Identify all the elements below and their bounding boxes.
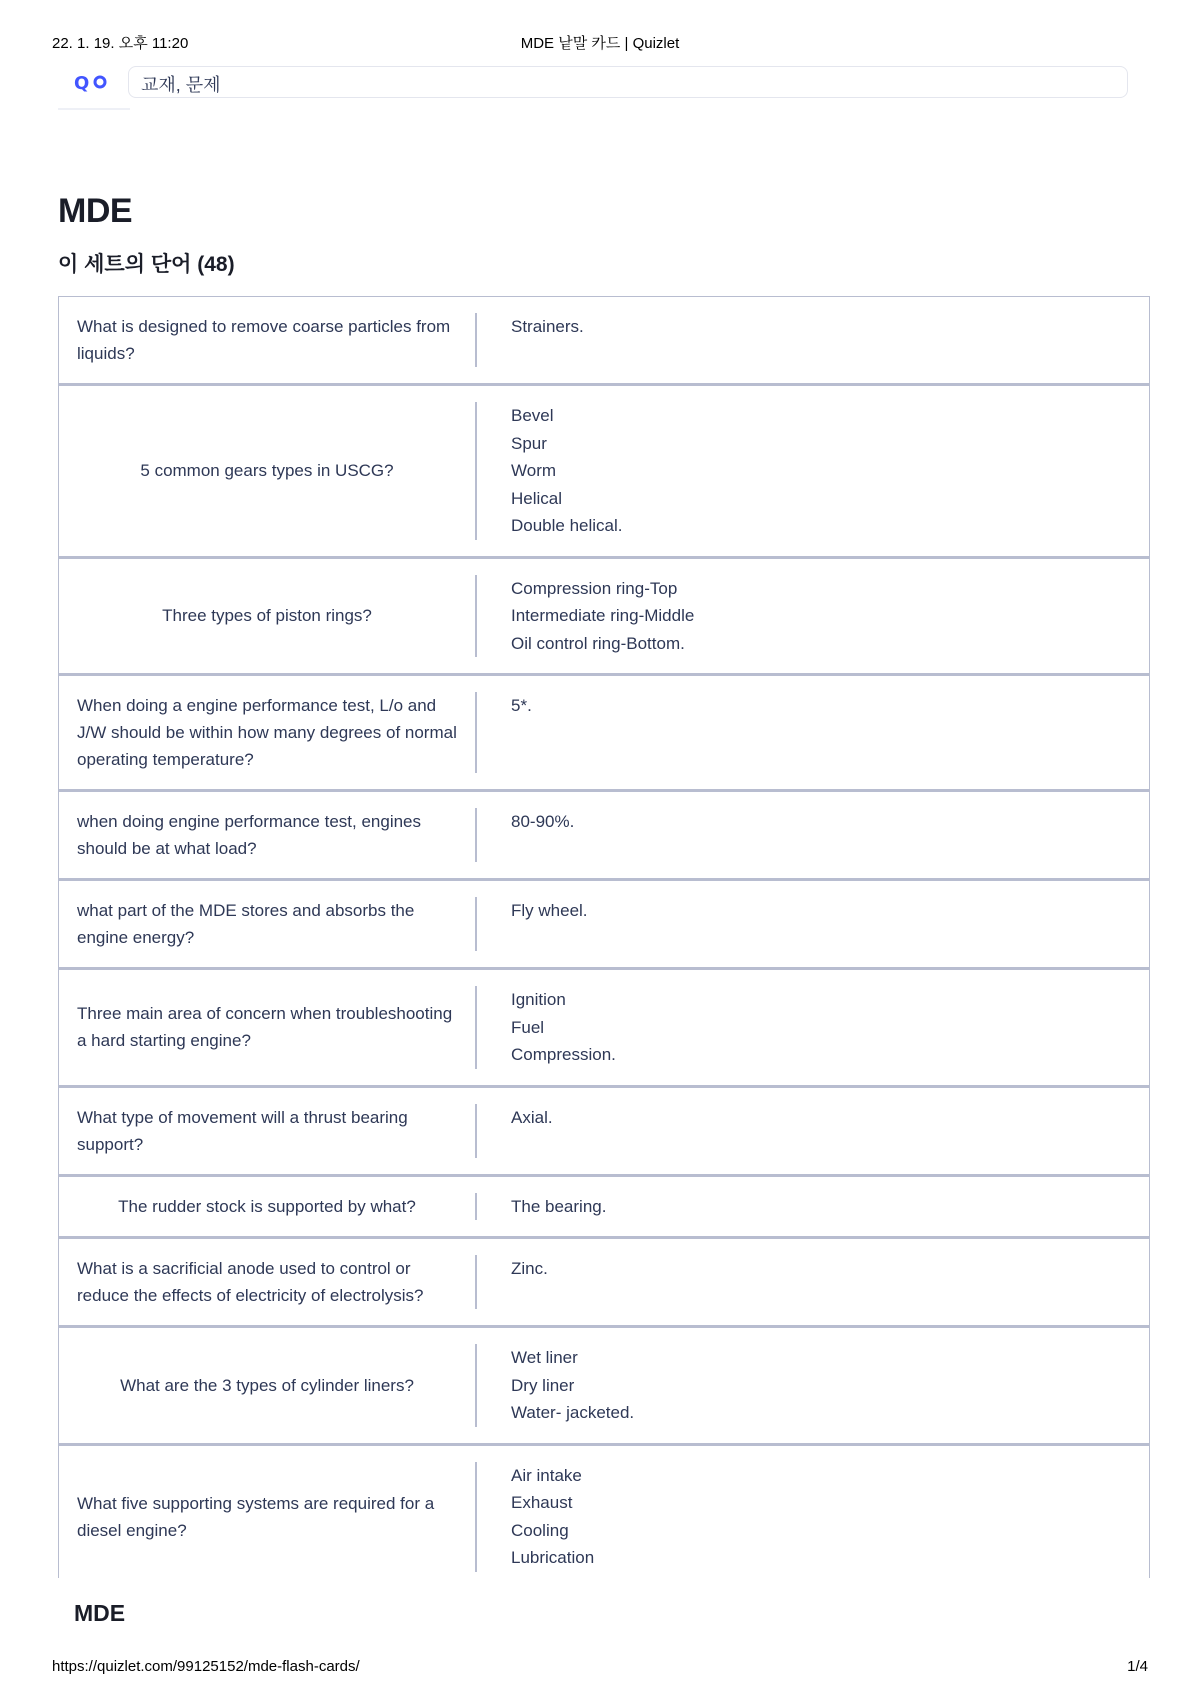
- flashcard: [58, 1444, 1150, 1579]
- top-nav: [58, 66, 1130, 102]
- flashcard-definition: Zinc.: [511, 1259, 548, 1278]
- print-date: 22. 1. 19. 오후 11:20: [52, 35, 189, 52]
- search-input[interactable]: [128, 66, 1128, 98]
- flashcard-definition: Ignition Fuel Compression.: [511, 990, 616, 1064]
- flashcard-term: What five supporting systems are required for a diesel engine?: [59, 1462, 477, 1572]
- print-page-title: MDE 낱말 카드 | Quizlet: [520, 35, 680, 52]
- flashcard: [58, 968, 1150, 1086]
- flashcard-definition: Strainers.: [511, 317, 584, 336]
- flashcard-term: Three types of piston rings?: [59, 575, 477, 658]
- flashcard-term: The rudder stock is supported by what?: [59, 1193, 477, 1221]
- terms-heading: 이 세트의 단어 (48): [58, 253, 235, 276]
- nav-divider: [58, 108, 130, 110]
- flashcard-definition: Compression ring-Top Intermediate ring-Middle Oil control ring-Bottom.: [511, 578, 695, 653]
- print-page-number: 1/4: [1127, 1658, 1148, 1675]
- flashcard-definition: 5*.: [511, 696, 532, 715]
- flashcard-term: Three main area of concern when troubleshooting a hard starting engine?: [59, 986, 477, 1069]
- flashcard: [58, 557, 1150, 675]
- flashcard-definition: Fly wheel.: [511, 901, 588, 920]
- flashcard: [58, 1086, 1150, 1175]
- flashcard: [58, 384, 1150, 557]
- flashcard-term: what part of the MDE stores and absorbs the engine energy?: [59, 897, 477, 951]
- flashcard: [58, 790, 1150, 879]
- flashcard-term: 5 common gears types in USCG?: [59, 402, 477, 540]
- flashcard-definition: Wet liner Dry liner Water- jacketed.: [511, 1348, 635, 1422]
- flashcard-term: What type of movement will a thrust bearing support?: [59, 1104, 477, 1158]
- print-footer: [52, 1658, 1148, 1678]
- flashcard: [58, 296, 1150, 384]
- flashcard: [58, 1175, 1150, 1238]
- flashcard-definition: Air intake Exhaust Cooling Lubrication: [511, 1465, 595, 1567]
- print-url: https://quizlet.com/99125152/mde-flash-cards/: [52, 1658, 360, 1675]
- flashcard-definition: Axial.: [511, 1107, 553, 1127]
- print-header: [52, 32, 1148, 52]
- flashcard: [58, 1326, 1150, 1444]
- search-input-text: 교재, 문제: [141, 75, 221, 95]
- quizlet-logo-icon[interactable]: [72, 70, 116, 96]
- flashcard-definition: The bearing.: [511, 1196, 607, 1216]
- flashcard: [58, 1237, 1150, 1326]
- flashcard-term: When doing a engine performance test, L/o and J/W should be within how many degrees of normal operating temperature?: [59, 692, 477, 773]
- flashcard-term: What is a sacrificial anode used to control or reduce the effects of electricity of electrolysis?: [59, 1255, 477, 1309]
- footer-brand: MDE: [74, 1600, 126, 1626]
- flashcard-definition: 80-90%.: [511, 812, 575, 831]
- flashcard-list: [58, 296, 1150, 1578]
- flashcard-term: What is designed to remove coarse particles from liquids?: [59, 313, 477, 367]
- flashcard-term: What are the 3 types of cylinder liners?: [59, 1344, 477, 1427]
- flashcard: [58, 879, 1150, 968]
- flashcard: [58, 674, 1150, 790]
- flashcard-term: when doing engine performance test, engines should be at what load?: [59, 808, 477, 862]
- flashcard-definition: Bevel Spur Worm Helical Double helical.: [511, 406, 623, 535]
- quizlet-logo-icon-glyph: [72, 70, 112, 94]
- svg-text:Q: Q: [74, 73, 91, 94]
- set-title: MDE: [58, 192, 133, 230]
